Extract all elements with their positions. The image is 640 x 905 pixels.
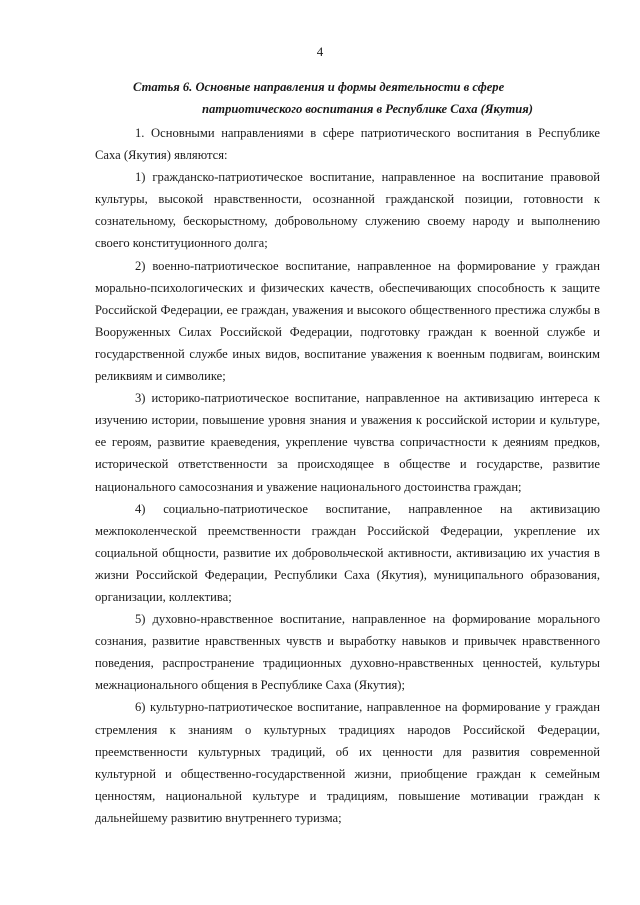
paragraph-item-4: 4) социально-патриотическое воспитание, направленное на активизацию межпоколенческой преемственности граждан Российской Федерации, укрепление их социальной общности, развитие их добровольческой активности, активизацию их участия в жизни Российской Федерации, Республики Саха (Якутия), муниципального образования, организации, коллектива; (95, 501, 600, 604)
paragraph-item-2: 2) военно-патриотическое воспитание, направленное на формирование у граждан морально-психологических и физических качеств, обеспечивающих способность к защите Российской Федерации, ее граждан, уважения и высокого общественного престижа службы в Вооруженных Силах Российской Федерации, подготовку граждан к военной службе и государственной службе иных видов, воспитание уважения к военным подвигам, воинским реликвиям и символике; (95, 258, 600, 384)
paragraph-item-6: 6) культурно-патриотическое воспитание, направленное на формирование у граждан стремления к знаниям о культурных традициях народов Российской Федерации, преемственности культурных традиций, об их ценности для развития современной культурной и общественно-государственной жизни, приобщение граждан к семейным ценностям, национальной культуре и традициям, повышение мотивации граждан к дальнейшему развитию внутреннего туризма; (95, 700, 600, 825)
page-number: 4 (316, 44, 324, 59)
article-heading-line-2: патриотического воспитания в Республике Саха (Якутия) (202, 102, 533, 116)
paragraph-item-3: 3) историко-патриотическое воспитание, направленное на активизацию интереса к изучению истории, повышение уровня знания и уважения к российской истории и культуре, ее героям, развитие краеведения, укрепление чувства сопричастности к деяниям предков, исторической ответственности за происходящее в обществе и государстве, развитие национального самосознания и уважение национального достоинства граждан; (95, 391, 600, 494)
paragraph-intro: 1. Основными направлениями в сфере патриотического воспитания в Республике Саха (Якутия) являются: (95, 126, 600, 163)
paragraph-item-1: 1) гражданско-патриотическое воспитание, направленное на воспитание правовой культуры, высокой нравственности, осознанной гражданской позиции, готовности к сознательному, бескорыстному, добровольному служению своему народу и выполнению своего конституционного долга; (95, 170, 600, 251)
article-body (95, 122, 600, 829)
paragraph-item-5: 5) духовно-нравственное воспитание, направленное на формирование морального сознания, развитие нравственных чувств и выработку навыков и привычек нравственного поведения, распространение традиционных духовно-нравственных ценностей, культуры межнационального общения в Республике Саха (Якутия); (95, 612, 600, 693)
article-heading-line-1: Статья 6. Основные направления и формы деятельности в сфере (133, 80, 505, 94)
